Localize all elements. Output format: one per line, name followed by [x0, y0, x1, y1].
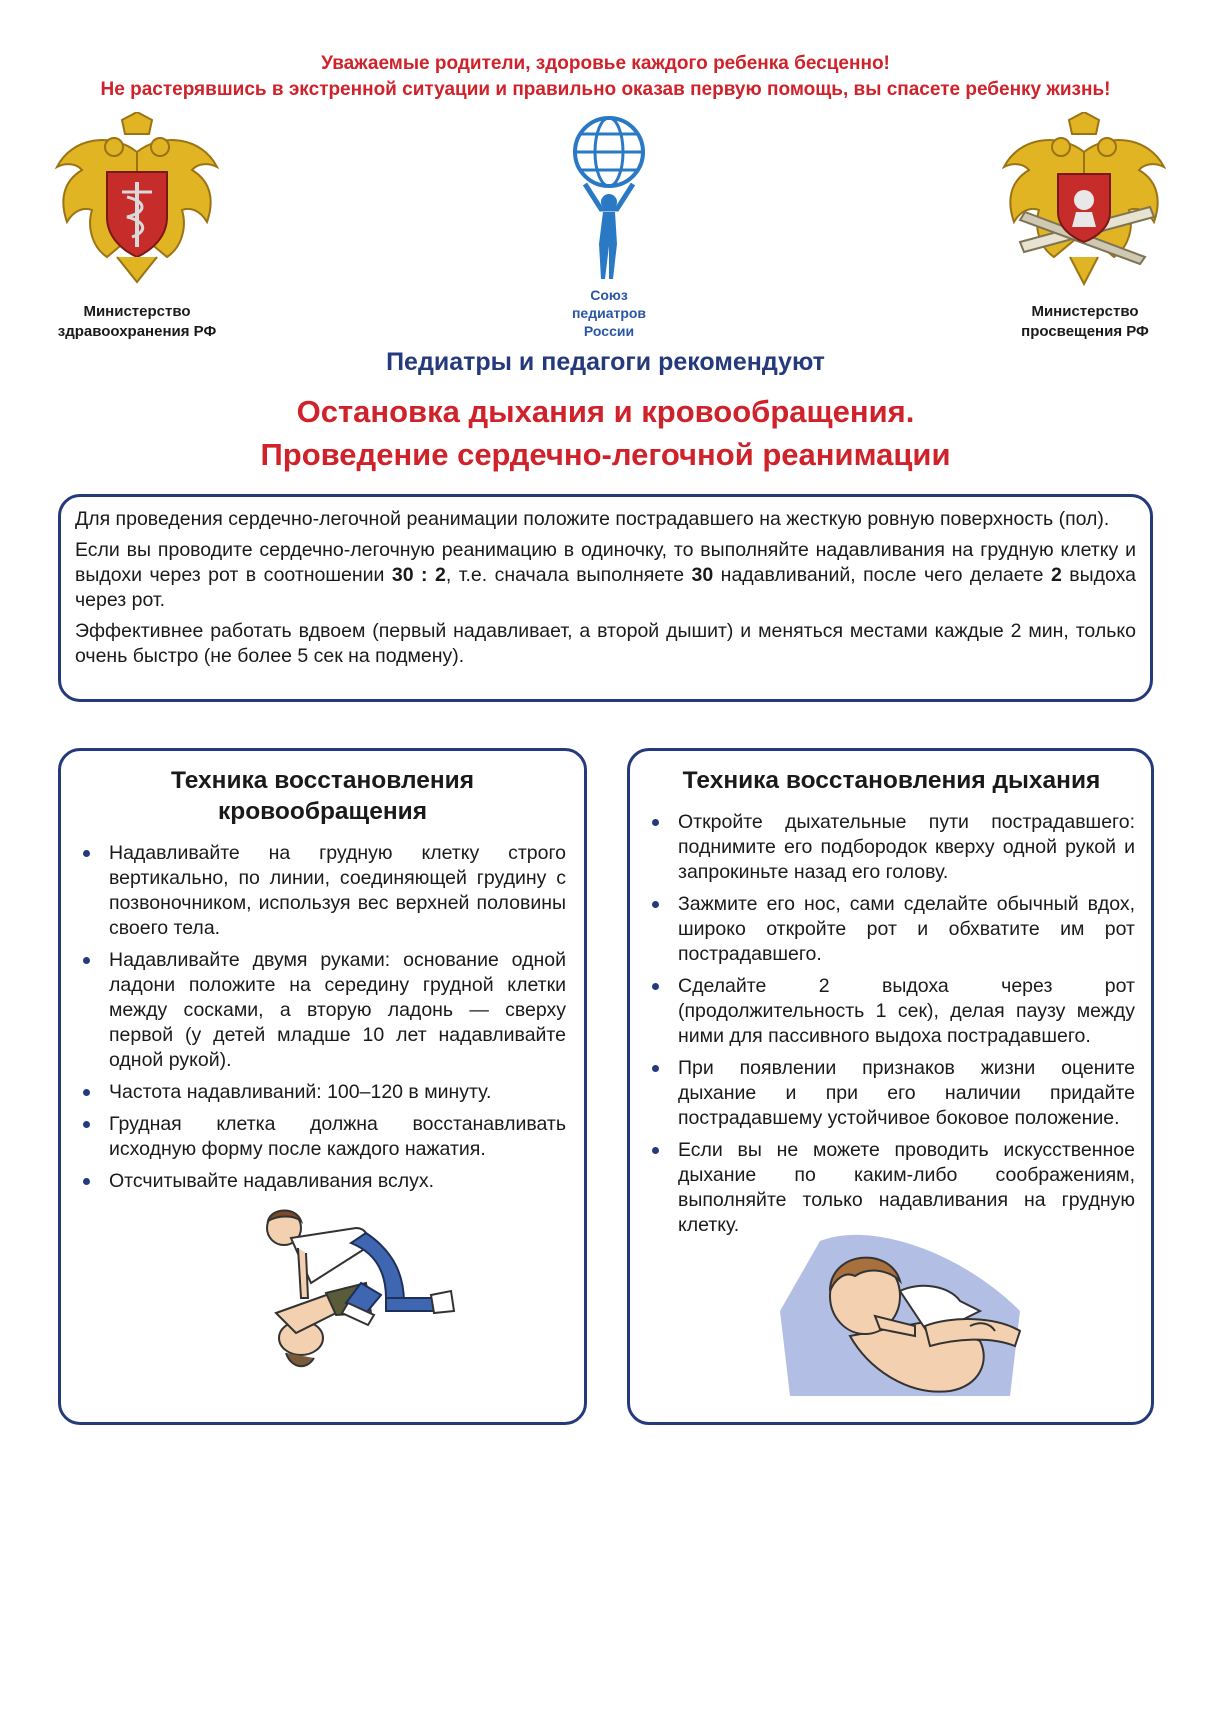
caption-line: педиатров: [571, 305, 647, 321]
breathing-technique-box: [627, 748, 1154, 1425]
ministry-education-caption: [980, 302, 1190, 342]
caption-line: Министерство: [83, 303, 191, 320]
title-line: кровообращения: [217, 798, 428, 825]
circulation-technique-box: [58, 748, 587, 1425]
title-line: Техника восстановления: [170, 767, 474, 794]
bullet-icon: [83, 1089, 90, 1096]
list-item-text: Отсчитывайте надавливания вслух.: [109, 1170, 435, 1192]
circulation-technique-title: [79, 765, 566, 827]
list-item: [648, 1056, 1135, 1131]
caption-line: здравоохранения РФ: [57, 323, 217, 340]
list-item-text: Надавливайте на грудную клетку строго вертикально, по линии, соединяющей грудину с позвоночником, используя вес верхней половины своего тела.: [109, 842, 566, 939]
list-item: [648, 810, 1135, 885]
compressions-count: 30: [691, 564, 714, 586]
rescue-breathing-illustration: [780, 1221, 1030, 1401]
list-item: [79, 1169, 566, 1194]
header-line-1: Уважаемые родители, здоровье каждого ребенка бесценно!: [321, 53, 890, 74]
bullet-icon: [652, 901, 659, 908]
pediatricians-union-caption: [545, 286, 673, 340]
list-item-text: Откройте дыхательные пути пострадавшего: поднимите его подбородок кверху одной рукой и запрокиньте назад его голову.: [678, 811, 1135, 883]
bullet-icon: [83, 957, 90, 964]
intro-paragraph-2: [75, 538, 1136, 613]
bullet-icon: [83, 1178, 90, 1185]
list-item-text: Сделайте 2 выдоха через рот (продолжительность 1 сек), делая паузу между ними для пассивного выдоха пострадавшего.: [678, 975, 1135, 1047]
circulation-steps-list: [79, 841, 566, 1194]
russian-coat-of-arms-education-icon: [1000, 112, 1168, 292]
list-item: [648, 974, 1135, 1049]
intro-text: Если вы проводите сердечно-легочную реанимацию в одиночку, то выполняйте надавливания на грудную клетку и выдохи через рот в соотношении: [75, 539, 1136, 586]
list-item-text: Зажмите его нос, сами сделайте обычный вдох, широко откройте рот и обхватите им рот пострадавшего.: [678, 893, 1135, 965]
ratio-value: 30 : 2: [391, 564, 446, 586]
intro-text: , т.е. сначала выполняете: [445, 564, 692, 586]
list-item: [79, 1112, 566, 1162]
header-line-2: Не растерявшись в экстренной ситуации и правильно оказав первую помощь, вы спасете ребенку жизнь!: [100, 79, 1111, 100]
bullet-icon: [83, 850, 90, 857]
intro-box: [58, 494, 1153, 702]
list-item: [79, 1080, 566, 1105]
intro-paragraph-3: Эффективнее работать вдвоем (первый надавливает, а второй дышит) и меняться местами каждые 2 мин, только очень быстро (не более 5 сек на подмену).: [75, 620, 1136, 667]
caption-line: просвещения РФ: [1021, 323, 1149, 340]
page-title-line-2: Проведение сердечно-легочной реанимации: [260, 437, 951, 472]
caption-line: России: [583, 323, 635, 339]
list-item: [648, 892, 1135, 967]
list-item-text: Надавливайте двумя руками: основание одной ладони положите на середину грудной клетки между сосками, а вторую ладонь — сверху первой (у детей младше 10 лет надавливайте одной рукой).: [109, 949, 566, 1071]
bullet-icon: [652, 1147, 659, 1154]
list-item-text: Частота надавливаний: 100–120 в минуту.: [109, 1081, 492, 1103]
breathing-technique-title: Техника восстановления дыхания: [682, 767, 1101, 794]
subtitle: Педиатры и педагоги рекомендуют: [386, 348, 825, 376]
list-item-text: Грудная клетка должна восстанавливать исходную форму после каждого нажатия.: [109, 1113, 566, 1160]
list-item-text: Если вы не можете проводить искусственное дыхание по каким-либо соображениям, выполняйте только надавливания на грудную клетку.: [678, 1139, 1135, 1236]
bullet-icon: [83, 1121, 90, 1128]
caption-line: Союз: [590, 287, 628, 303]
chest-compression-illustration: [256, 1203, 456, 1373]
breathing-steps-list: [648, 810, 1135, 1238]
pediatricians-union-globe-icon: [565, 114, 653, 284]
russian-coat-of-arms-medical-icon: [52, 112, 222, 292]
caption-line: Министерство: [1031, 303, 1139, 320]
ministry-health-caption: [32, 302, 242, 342]
bullet-icon: [652, 983, 659, 990]
breaths-count: 2: [1050, 564, 1062, 586]
intro-text: выдоха через рот.: [75, 564, 1137, 611]
list-item: [79, 841, 566, 941]
bullet-icon: [652, 819, 659, 826]
page-title-line-1: Остановка дыхания и кровообращения.: [296, 394, 915, 429]
bullet-icon: [652, 1065, 659, 1072]
list-item-text: При появлении признаков жизни оцените дыхание и при его наличии придайте пострадавшему устойчивое боковое положение.: [678, 1057, 1135, 1129]
list-item: [79, 948, 566, 1073]
intro-text: надавливаний, после чего делаете: [713, 564, 1051, 586]
intro-paragraph-1: Для проведения сердечно-легочной реанимации положите пострадавшего на жесткую ровную поверхность (пол).: [75, 508, 1110, 530]
